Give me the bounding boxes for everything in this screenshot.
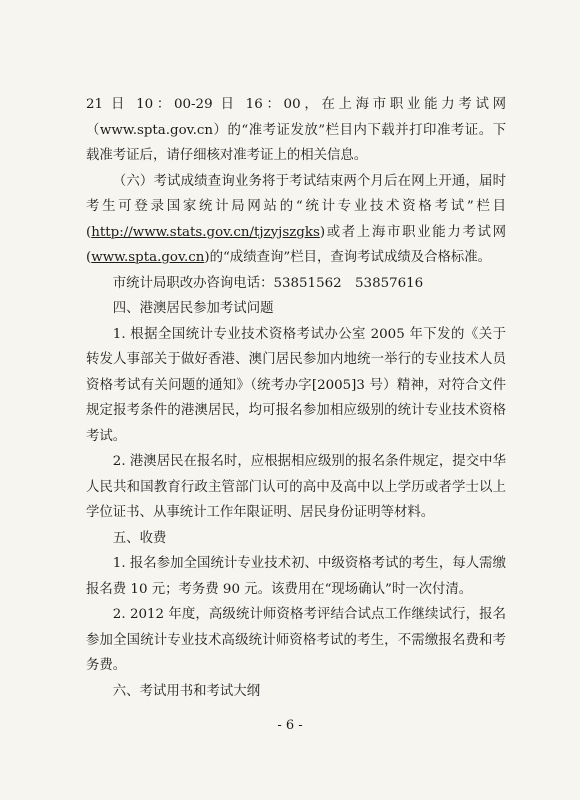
paragraph <box>86 449 506 526</box>
paragraph-text: 1. 报名参加全国统计专业技术初、中级资格考试的考生，每人需缴报名费 10 元；考务费 90 元。该费用在“现场确认”时一次付清。 <box>86 556 506 597</box>
paragraph-text: 市统计局职改办咨询电话：53851562 53857616 <box>112 275 424 291</box>
paragraph-text: （六）考试成绩查询业务将于考试结束两个月后在网上开通，届时考生可登录国家统计局网站的“统计专业技术资格考试”栏目( <box>86 173 506 240</box>
section-heading <box>86 296 506 322</box>
paragraph-text: )或者上海市职业能力考试网( <box>86 224 506 265</box>
paragraph-text: 六、考试用书和考试大纲 <box>112 683 261 699</box>
paragraph-text: 五、收费 <box>112 530 167 546</box>
page-number: - 6 - <box>277 718 303 733</box>
paragraph-text: 2. 2012 年度，高级统计师资格考评结合试点工作继续试行，报名参加全国统计专业技术高级统计师资格考试的考生，不需缴报名费和考务费。 <box>86 607 506 673</box>
paragraph <box>86 169 506 271</box>
paragraph-text: 1. 根据全国统计专业技术资格考试办公室 2005 年下发的《关于转发人事部关于做好香港、澳门居民参加内地统一举行的专业技术人员资格考试有关问题的通知》（统考办字[2005]3 号）精神，对符合文件规定报考条件的港澳居民，均可报名参加相应级别的统计专业技术资格考试。 <box>86 326 506 444</box>
paragraph <box>86 602 506 679</box>
document-body <box>86 92 506 704</box>
url-link[interactable]: www.spta.gov.cn <box>91 250 205 265</box>
paragraph <box>86 551 506 602</box>
paragraph <box>86 271 506 297</box>
paragraph-text: )的“成绩查询”栏目，查询考试成绩及合格标准。 <box>204 250 492 265</box>
paragraph <box>86 92 506 169</box>
url-link[interactable]: http://www.stats.gov.cn/tjzyjszgks <box>91 224 320 240</box>
section-heading <box>86 679 506 705</box>
paragraph <box>86 322 506 450</box>
paragraph-text: 21 日 10：00-29 日 16：00，在上海市职业能力考试网（www.spta.gov.cn）的“准考证发放”栏目内下载并打印准考证。下载准考证后，请仔细核对准考证上的相关信息。 <box>86 97 506 163</box>
paragraph-text: 2. 港澳居民在报名时，应根据相应级别的报名条件规定，提交中华人民共和国教育行政主管部门认可的高中及高中以上学历或者学士以上学位证书、从事统计工作年限证明、居民身份证明等材料。 <box>86 454 506 520</box>
section-heading <box>86 526 506 552</box>
paragraph-text: 四、港澳居民参加考试问题 <box>112 301 274 316</box>
